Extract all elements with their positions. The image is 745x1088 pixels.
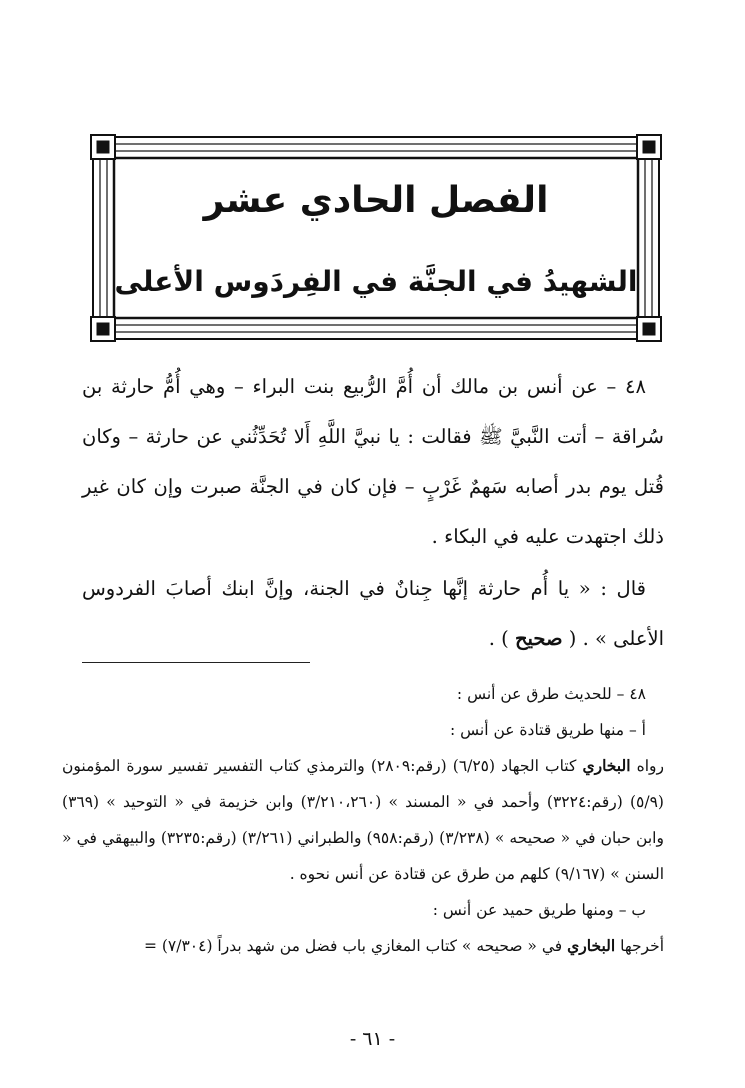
citation-body: كتاب الجهاد (٦/٢٥) (رقم:٢٨٠٩) والترمذي كتاب التفسير تفسير سورة المؤمنون (٥/٩) (رقم:٣٢٢٤) وأحمد في « المسند » (٣/٢١٠،٢٦٠) وابن خزيمة في « التوحيد » (٣٦٩) وابن حبان في « صحيحه » (٣/٢٣٨) (رقم:٩٥٨) والطبراني (٣/٢٦١) (رقم:٣٢٣٥) والبيهقي في « السنن » (٩/١٦٧) كلهم من طرق عن قتادة عن أنس نحوه .	[62, 757, 664, 883]
prophet-statement: قال : « يا أُم حارثة إنَّها جِنانٌ في الجنة، وإنَّ ابنك أصابَ الفردوس الأعلى » . (	[82, 577, 664, 650]
ornamental-border	[90, 134, 662, 342]
footnotes	[62, 676, 664, 964]
footnote-divider	[82, 662, 310, 663]
grade-close: ) .	[488, 627, 509, 650]
chapter-title-frame	[90, 134, 662, 342]
citation-start: رواه	[636, 757, 664, 775]
footnote-route-a: أ – منها طريق قتادة عن أنس :	[449, 721, 646, 739]
hadith-text	[82, 362, 664, 664]
bukhari-name: البخاري	[582, 756, 631, 775]
chapter-title: الفصل الحادي عشر	[203, 180, 549, 221]
citation-2-start: أخرجها	[620, 937, 664, 955]
hadith-grade: صحيح	[514, 627, 563, 650]
footnote-citation	[62, 748, 664, 892]
page-number: - ٦١ -	[349, 1028, 396, 1050]
hadith-paragraph-2	[82, 564, 664, 664]
footnote-heading: ٤٨ – للحديث طرق عن أنس :	[456, 685, 646, 703]
bukhari-name-2: البخاري	[567, 936, 616, 955]
footnote-citation-2	[62, 928, 664, 964]
hadith-paragraph: ٤٨ – عن أنس بن مالك أن أُمَّ الرُّبيع بنت البراء – وهي أُمُّ حارثة بن سُراقة – أتت النَّبيَّ ﷺ فقالت : يا نبيَّ اللَّهِ أَلا تُحَدِّثُني عن حارثة – وكان قُتل يوم بدر أصابه سَهمٌ غَرْبٍ – فإن كان في الجنَّة صبرت وإن كان غير ذلك اجتهدت عليه في البكاء .	[82, 375, 664, 548]
citation-2-body: في « صحيحه » كتاب المغازي باب فضل من شهد بدراً (٧/٣٠٤) =	[143, 937, 563, 955]
chapter-subtitle: الشهيدُ في الجنَّة في الفِردَوس الأعلى	[114, 265, 638, 298]
footnote-route-b: ب – ومنها طريق حميد عن أنس :	[432, 901, 646, 919]
